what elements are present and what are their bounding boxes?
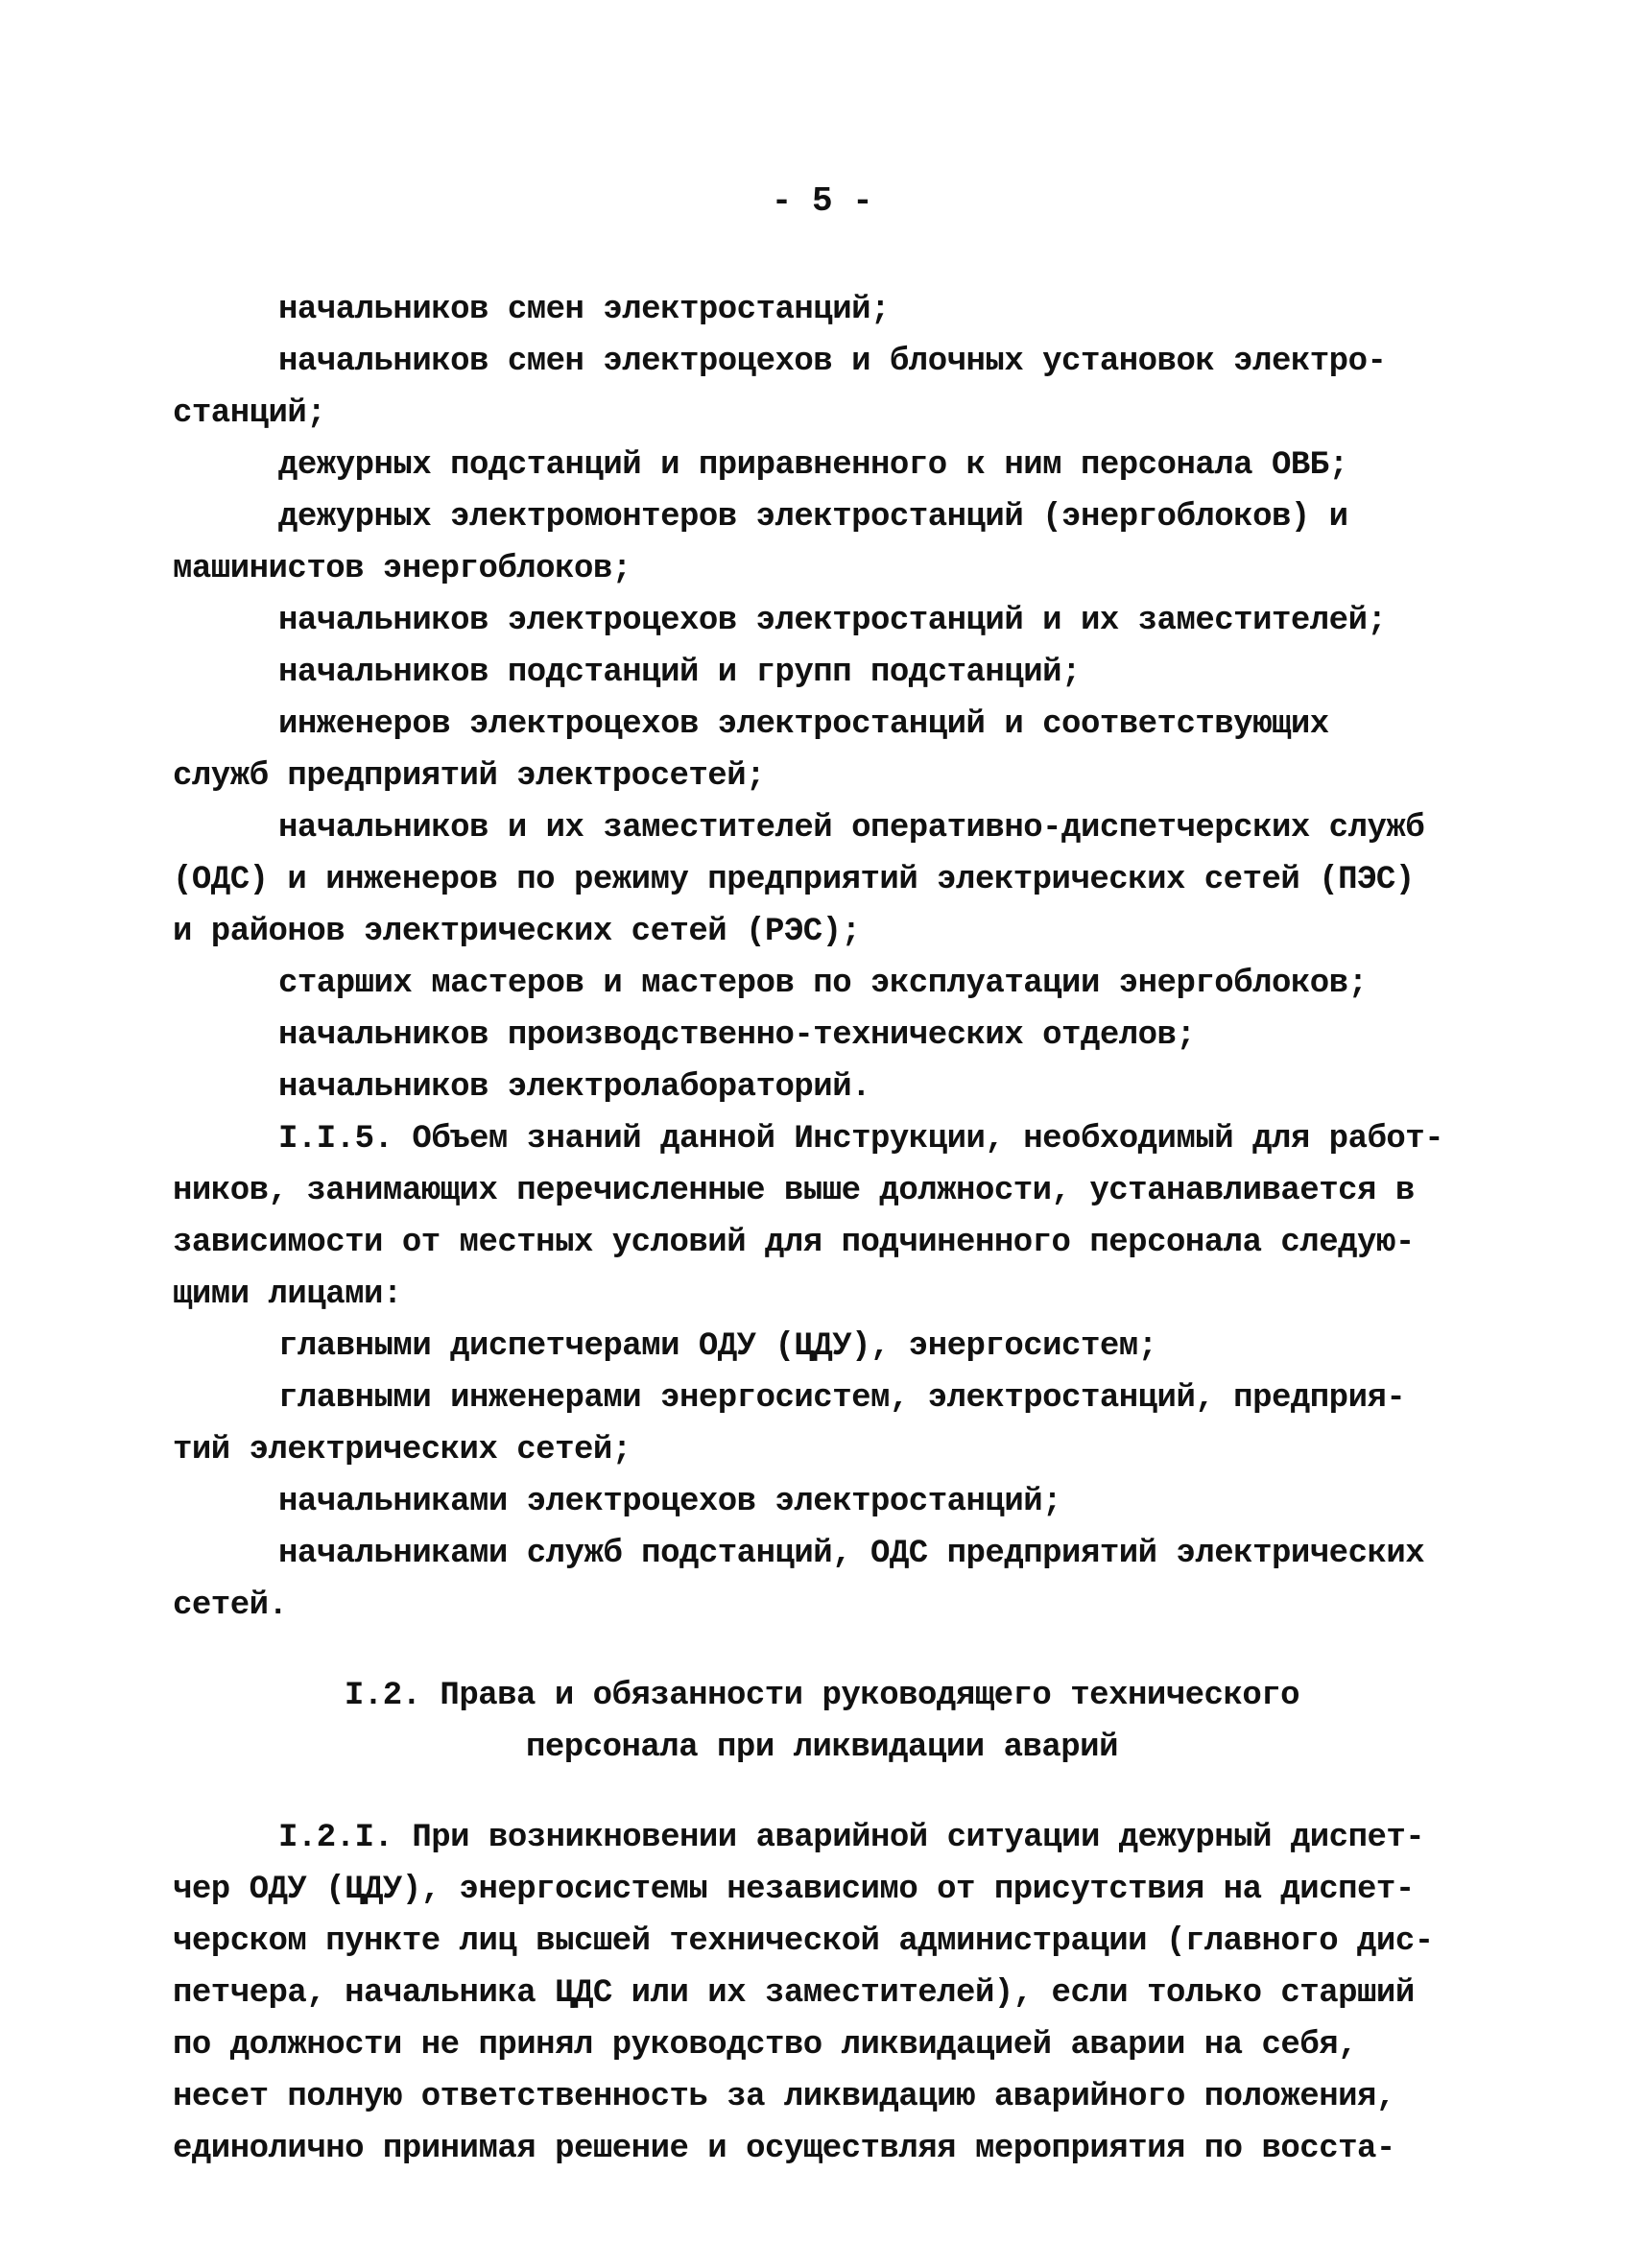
list-item: начальников электроцехов электростанций и их заместителей; [278,603,1387,639]
list-item: начальников и их заместителей оперативно-диспетчерских служб [278,810,1425,847]
list-item: станций; [173,395,326,432]
list-item: дежурных подстанций и приравненного к ним персонала ОВБ; [278,447,1348,484]
paragraph-line: петчера, начальника ЦДС или их заместителей), если только старший [173,1975,1415,2012]
paragraph-line: ников, занимающих перечисленные выше должности, устанавливается в [173,1173,1415,1209]
list-item: дежурных электромонтеров электростанций (энергоблоков) и [278,499,1348,536]
paragraph-line: сетей. [173,1588,288,1624]
paragraph-line: единолично принимая решение и осуществляя мероприятия по восста- [173,2131,1395,2167]
paragraph-line: несет полную ответственность за ликвидацию аварийного положения, [173,2079,1395,2115]
section-heading-continued: персонала при ликвидации аварий [525,1730,1118,1766]
list-item: начальников электролабораторий. [278,1069,871,1106]
paragraph-line: чер ОДУ (ЦДУ), энергосистемы независимо от присутствия на диспет- [173,1872,1415,1908]
list-item: старших мастеров и мастеров по эксплуатации энергоблоков; [278,966,1368,1002]
paragraph-line: начальниками электроцехов электростанций; [278,1484,1062,1520]
paragraph-line: щими лицами: [173,1277,402,1313]
page-number: - 5 - [771,181,873,221]
paragraph-line: тий электрических сетей; [173,1432,631,1468]
paragraph-line: I.2.I. При возникновении аварийной ситуации дежурный диспет- [278,1820,1425,1856]
list-item: (ОДС) и инженеров по режиму предприятий электрических сетей (ПЭС) [173,862,1415,898]
list-item: начальников смен электроцехов и блочных установок электро- [278,344,1387,380]
paragraph-line: по должности не принял руководство ликвидацией аварии на себя, [173,2027,1358,2064]
paragraph-line: зависимости от местных условий для подчиненного персонала следую- [173,1225,1415,1261]
list-item: начальников смен электростанций; [278,292,890,328]
paragraph-line: главными диспетчерами ОДУ (ЦДУ), энергосистем; [278,1328,1157,1365]
paragraph-line: главными инженерами энергосистем, электростанций, предприя- [278,1380,1406,1417]
list-item: начальников подстанций и групп подстанций; [278,655,1081,691]
paragraph-line: I.I.5. Объем знаний данной Инструкции, необходимый для работ- [278,1121,1444,1158]
list-item: и районов электрических сетей (РЭС); [173,914,861,950]
paragraph-line: черском пункте лиц высшей технической администрации (главного дис- [173,1923,1434,1960]
paragraph-line: начальниками служб подстанций, ОДС предприятий электрических [278,1536,1425,1572]
section-heading: I.2. Права и обязанности руководящего технического [344,1678,1300,1714]
list-item: машинистов энергоблоков; [173,551,631,587]
list-item: инженеров электроцехов электростанций и соответствующих [278,706,1329,743]
list-item: служб предприятий электросетей; [173,758,766,795]
list-item: начальников производственно-технических отделов; [278,1017,1196,1054]
